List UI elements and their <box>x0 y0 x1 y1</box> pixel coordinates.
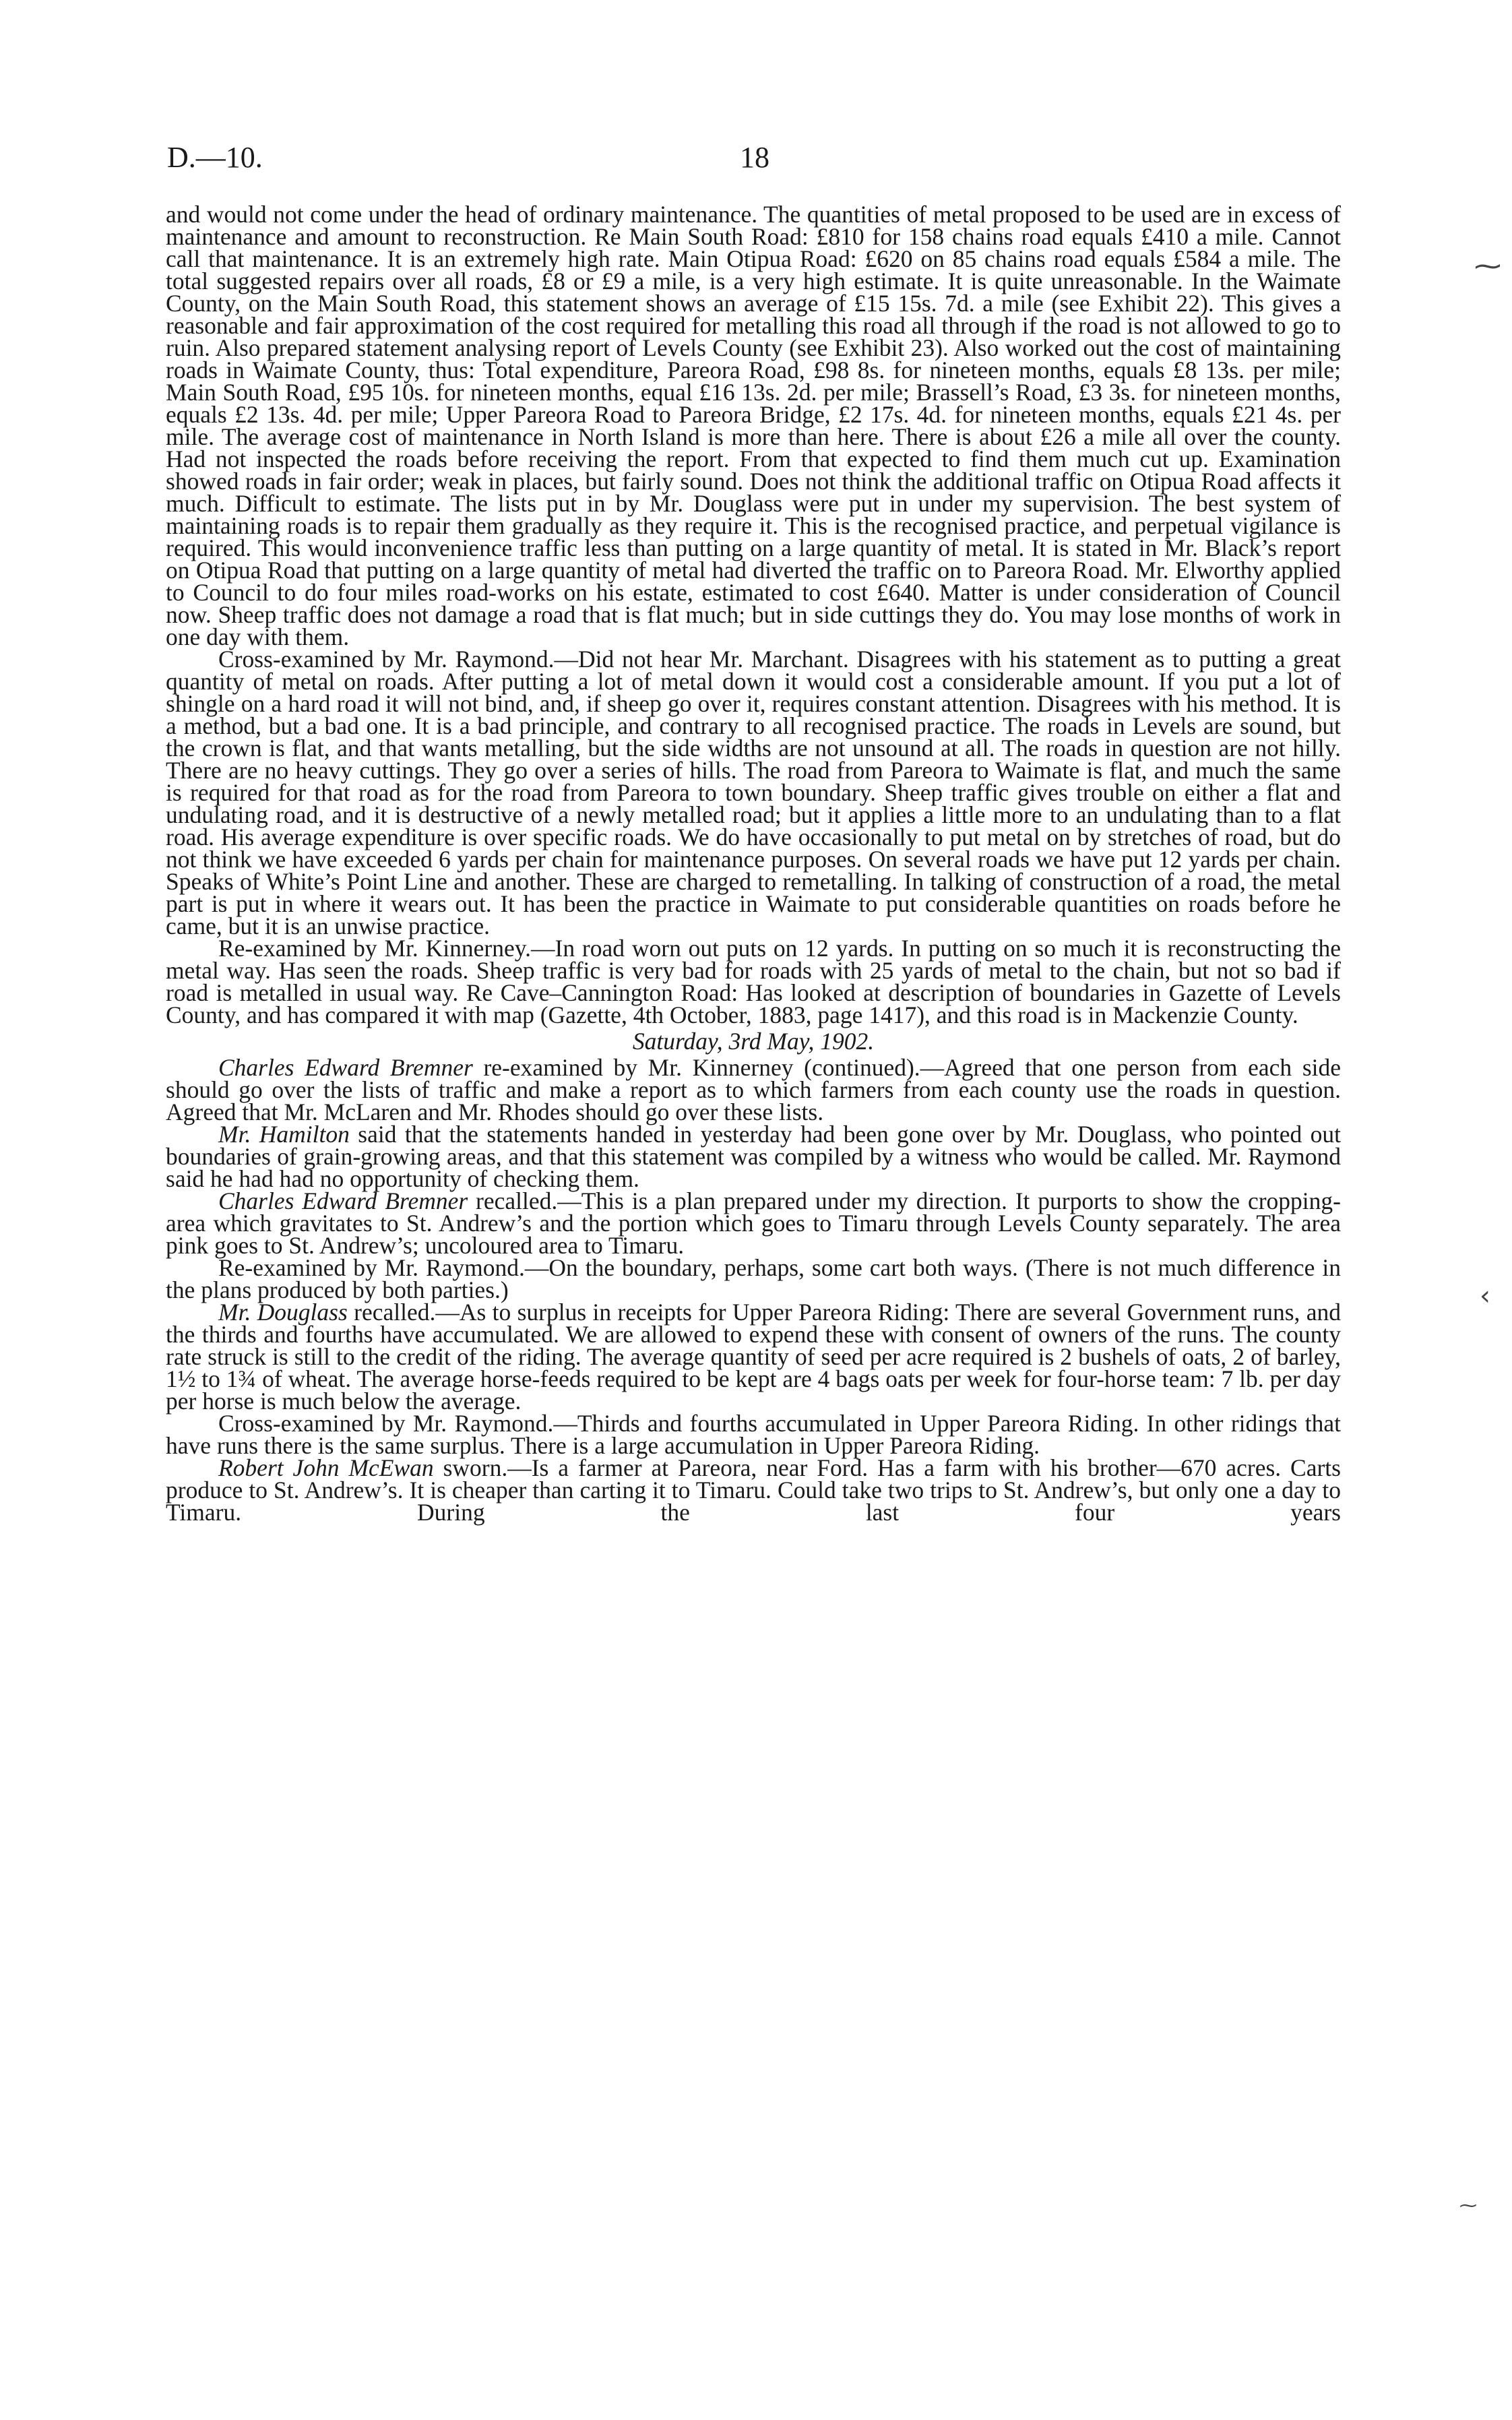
paragraph-text: recalled.—This is a plan prepared under my direction. It purports to show the cropping-area which gravitates to St. Andrew’s and the portion which goes to Timaru through Levels County separately. The area pink goes to St. Andrew’s; uncoloured area to Timaru. <box>166 1187 1341 1259</box>
page-header <box>167 140 1340 181</box>
margin-mark-icon: ⁓ <box>1474 251 1501 282</box>
margin-mark-icon: ‹ <box>1480 1280 1490 1311</box>
speaker-name: Charles Edward Bremner <box>218 1054 473 1081</box>
paragraph-hamilton <box>166 1123 1341 1190</box>
paragraph-mcewan-sworn <box>166 1454 1341 1526</box>
paragraph-douglass-recalled <box>166 1301 1341 1413</box>
paragraph-cross-examined-raymond-2: Cross-examined by Mr. Raymond.—Thirds and fourths accumulated in Upper Pareora Riding. In other ridings that have runs there is the same surplus. There is a large accumulation in Upper Pareora Riding. <box>166 1410 1341 1459</box>
dateline: Saturday, 3rd May, 1902. <box>632 1028 875 1055</box>
paragraph-text: sworn.—Is a farmer at Pareora, near Ford. Has a farm with his brother—670 acres. Carts produce to St. Andrew’s. It is cheaper than carting it to Timaru. Could take two trips to St. Andrew’s, but only one a day to Timaru. During the last four years <box>166 1454 1341 1526</box>
margin-mark-icon: ⁓ <box>1459 2196 1477 2216</box>
paragraph-text: said that the statements handed in yesterday had been gone over by Mr. Douglass, who pointed out boundaries of grain-growing areas, and that this statement was compiled by a witness who would be called. Mr. Raymond said he had had no opportunity of checking them. <box>166 1121 1341 1192</box>
paragraph-text: re-examined by Mr. Kinnerney (continued).—Agreed that one person from each side should go over the lists of traffic and make a report as to which farmers from each county use the roads in question. Agreed that Mr. McLaren and Mr. Rhodes should go over these lists. <box>166 1054 1342 1125</box>
paragraph-bremner-re-examined <box>166 1054 1342 1125</box>
paragraph-re-examined-kinnerney: Re-examined by Mr. Kinnerney.—In road worn out puts on 12 yards. In putting on so much it is reconstructing the metal way. Has seen the roads. Sheep traffic is very bad for roads with 25 yards of metal to the chain, but not so bad if road is metalled in usual way. Re Cave–Cannington Road: Has looked at description of boundaries in Gazette of Levels County, and has compared it with map (Gazette, 4th October, 1883, page 1417), and this road is in Mackenzie County. <box>166 935 1341 1028</box>
paragraph-cross-examined-raymond: Cross-examined by Mr. Raymond.—Did not hear Mr. Marchant. Disagrees with his statement as to putting a great quantity of metal on roads. After putting a lot of metal down it would cost a considerable amount. If you put a lot of shingle on a hard road it will not bind, and, if sheep go over it, requires constant attention. Disagrees with his method. It is a method, but a bad one. It is a bad principle, and contrary to all recognised practice. The roads in Levels are sound, but the crown is flat, and that wants metalling, but the side widths are not unsound at all. The roads in question are not hilly. There are no heavy cuttings. They go over a series of hills. The road from Pareora to Waimate is flat, and much the same is required for that road as for the road from Pareora to town boundary. Sheep traffic gives trouble on either a flat and undulating road, and it is destructive of a newly metalled road; but it applies a little more to an undulating than to a flat road. His average expenditure is over specific roads. We do have occasionally to put metal on by stretches of road, but do not think we have exceeded 6 yards per chain for maintenance purposes. On several roads we have put 12 yards per chain. Speaks of White’s Point Line and another. These are charged to remetalling. In talking of construction of a road, the metal part is put in where it wears out. It has been the practice in Waimate to put considerable quantities on roads before he came, but it is an unwise practice. <box>166 646 1341 939</box>
body-text <box>166 201 1342 1526</box>
paragraph-bremner-recalled <box>166 1187 1341 1259</box>
speaker-name: Charles Edward Bremner <box>218 1187 468 1214</box>
paragraph-re-examined-raymond: Re-examined by Mr. Raymond.—On the boundary, perhaps, some cart both ways. (There is not much difference in the plans produced by both parties.) <box>166 1254 1341 1303</box>
speaker-name: Mr. Hamilton <box>218 1121 350 1148</box>
speaker-name: Robert John McEwan <box>218 1454 434 1481</box>
document-reference: D.—10. <box>167 141 263 174</box>
speaker-name: Mr. Douglass <box>218 1299 348 1326</box>
paragraph-text: recalled.—As to surplus in receipts for Upper Pareora Riding: There are several Government runs, and the thirds and fourths have accumulated. We are allowed to expend these with consent of owners of the runs. The county rate struck is still to the credit of the riding. The average quantity of seed per acre required is 2 bushels of oats, 2 of barley, 1½ to 1¾ of wheat. The average horse-feeds required to be kept are 4 bags oats per week for four-horse team: 7 lb. per day per horse is much below the average. <box>166 1299 1341 1415</box>
page-number: 18 <box>740 141 769 174</box>
paragraph-continued-statement: and would not come under the head of ordinary maintenance. The quantities of metal proposed to be used are in excess of maintenance and amount to reconstruction. Re Main South Road: £810 for 158 chains road equals £410 a mile. Cannot call that maintenance. It is an extremely high rate. Main Otipua Road: £620 on 85 chains road equals £584 a mile. The total suggested repairs over all roads, £8 or £9 a mile, is a very high estimate. It is quite unreasonable. In the Waimate County, on the Main South Road, this statement shows an average of £15 15s. 7d. a mile (see Exhibit 22). This gives a reasonable and fair approximation of the cost required for metalling this road all through if the road is not allowed to go to ruin. Also prepared statement analysing report of Levels County (see Exhibit 23). Also worked out the cost of maintaining roads in Waimate County, thus: Total expenditure, Pareora Road, £98 8s. for nineteen months, equals £8 13s. per mile; Main South Road, £95 10s. for nineteen months, equal £16 13s. 2d. per mile; Brassell’s Road, £3 3s. for nineteen months, equals £2 13s. 4d. per mile; Upper Pareora Road to Pareora Bridge, £2 17s. 4d. for nineteen months, equals £21 4s. per mile. The average cost of maintenance in North Island is more than here. There is about £26 a mile all over the county. Had not inspected the roads before receiving the report. From that expected to find them much cut up. Examination showed roads in fair order; weak in places, but fairly sound. Does not think the additional traffic on Otipua Road affects it much. Difficult to estimate. The lists put in by Mr. Douglass were put in under my supervision. The best system of maintaining roads is to repair them gradually as they require it. This is the recognised practice, and perpetual vigilance is required. This would inconvenience traffic less than putting on a large quantity of metal. It is stated in Mr. Black’s report on Otipua Road that putting on a large quantity of metal had diverted the traffic on to Pareora Road. Mr. Elworthy applied to Council to do four miles road-works on his estate, estimated to cost £640. Matter is under consideration of Council now. Sheep traffic does not damage a road that is flat much; but in side cuttings they do. You may lose months of work in one day with them. <box>166 201 1341 650</box>
